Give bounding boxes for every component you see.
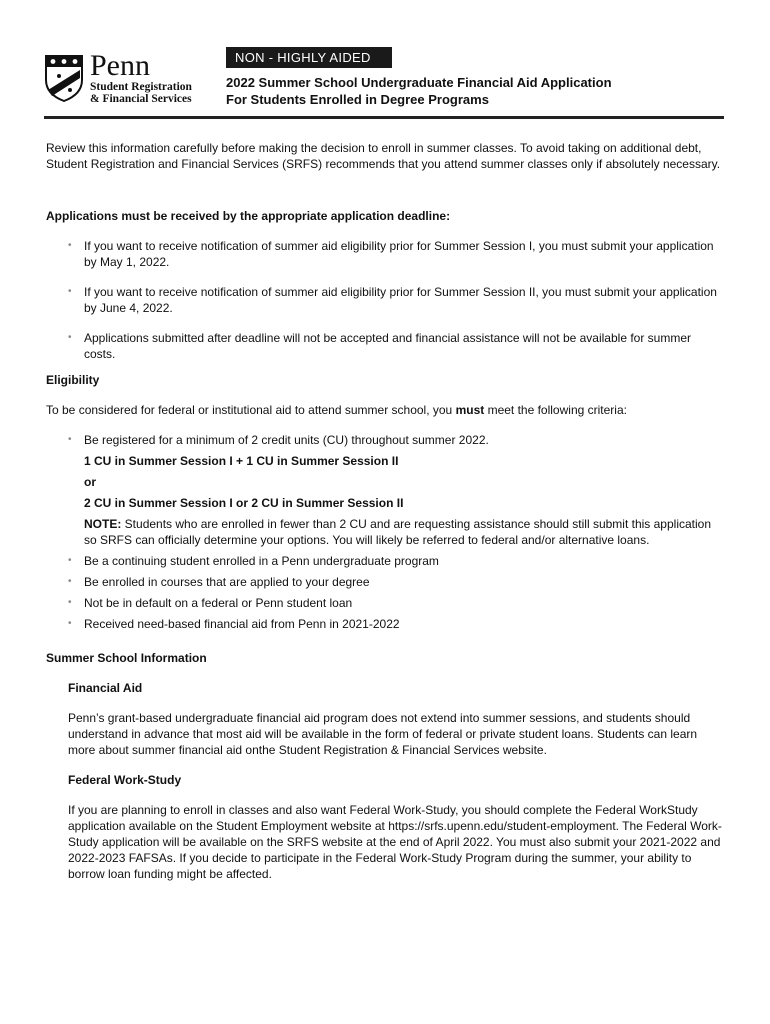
eligibility-lead-end: meet the following criteria: (484, 403, 627, 417)
eligibility-lead-emphasis: must (455, 403, 485, 417)
aid-category-badge: NON - HIGHLY AIDED (226, 47, 392, 68)
eligibility-item: • Be registered for a minimum of 2 credit units (CU) throughout summer 2022. (46, 432, 722, 448)
summer-info-heading: Summer School Information (46, 651, 207, 665)
document-title (226, 74, 612, 108)
eligibility-lead-start: To be considered for federal or institutional aid to attend summer school, you (46, 403, 456, 417)
document-title-line2: For Students Enrolled in Degree Programs (226, 92, 489, 107)
work-study-heading: Federal Work-Study (68, 773, 182, 787)
deadline-item: • If you want to receive notification of summer aid eligibility prior for Summer Session I, you must submit your application by May 1, 2022. (46, 238, 722, 270)
eligibility-note (46, 516, 722, 548)
financial-aid-heading: Financial Aid (68, 681, 143, 695)
eligibility-heading: Eligibility (46, 373, 100, 387)
eligibility-item: • Received need-based financial aid from Penn in 2021-2022 (46, 616, 722, 632)
eligibility-item: • Not be in default on a federal or Penn student loan (46, 595, 722, 611)
penn-shield-icon (44, 54, 84, 102)
penn-srfs-logo (44, 50, 204, 110)
credit-option-1: 1 CU in Summer Session I + 1 CU in Summer Session II (84, 454, 399, 468)
document-body (46, 140, 722, 882)
deadline-item: • If you want to receive notification of summer aid eligibility prior for Summer Session II, you must submit your application by June 4, 2022. (46, 284, 722, 316)
document-title-line1: 2022 Summer School Undergraduate Financial Aid Application (226, 75, 612, 90)
financial-aid-paragraph: Penn’s grant-based undergraduate financial aid program does not extend into summer sessions, and students should understand in advance that most aid will be available in the form of federal or private student loans. Students can learn more about summer financial aid onthe Student Registration & Financial Services website. (68, 711, 698, 757)
eligibility-lead (46, 402, 722, 418)
credit-option-or: or (84, 475, 96, 489)
logo-wordmark: Penn (90, 49, 150, 82)
header-divider (44, 116, 724, 119)
eligibility-item: • Be enrolled in courses that are applied to your degree (46, 574, 722, 590)
intro-paragraph: Review this information carefully before making the decision to enroll in summer classes. To avoid taking on additional debt, Student Registration and Financial Services (SRFS) recommends that you attend summer classes only if absolutely necessary. (46, 141, 721, 171)
note-label: NOTE: (84, 517, 122, 531)
logo-subtitle-line2: & Financial Services (90, 93, 192, 105)
eligibility-item: • Be a continuing student enrolled in a Penn undergraduate program (46, 553, 722, 569)
credit-option-2: 2 CU in Summer Session I or 2 CU in Summer Session II (84, 496, 404, 510)
deadline-item: • Applications submitted after deadline will not be accepted and financial assistance will not be available for summer costs. (46, 330, 722, 362)
work-study-paragraph: If you are planning to enroll in classes and also want Federal Work-Study, you should complete the Federal WorkStudy application available on the Student Employment website at https://srfs.upenn.edu/student-employment. The Federal Work-Study application will be available on the SRFS website at the end of April 2022. You must also submit your 2021-2022 and 2022-2023 FAFSAs. If you decide to participate in the Federal Work-Study Program during the summer, your ability to borrow loan funding might be affected. (68, 803, 722, 881)
deadline-heading: Applications must be received by the appropriate application deadline: (46, 209, 451, 223)
note-text: Students who are enrolled in fewer than 2 CU and are requesting assistance should still submit this application so SRFS can officially determine your options. You will likely be referred to federal and/or alternative loans. (84, 517, 712, 547)
logo-subtitle-line1: Student Registration (90, 81, 192, 93)
